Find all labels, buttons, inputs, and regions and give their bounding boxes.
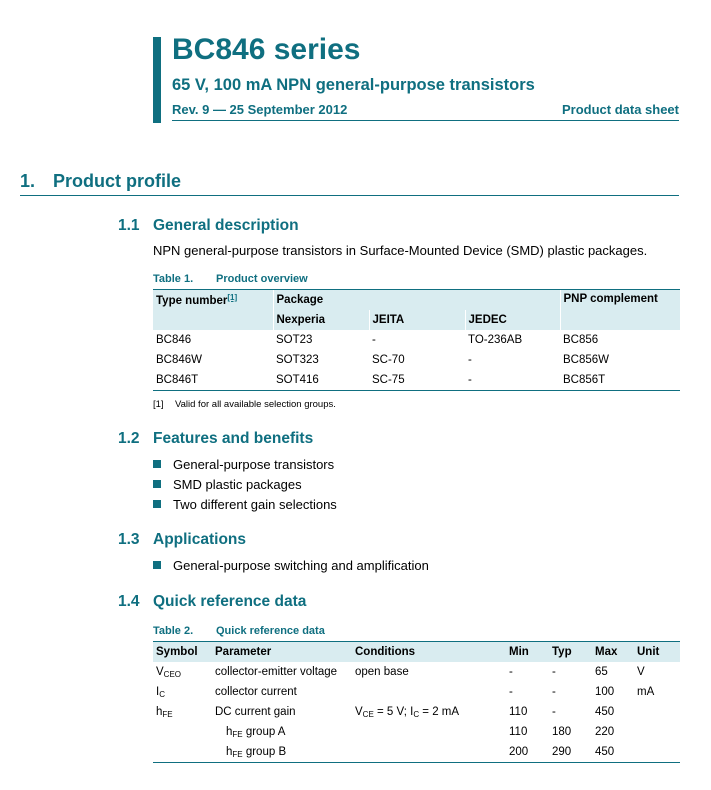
- col-header-typ: Typ: [549, 642, 592, 663]
- cell-parameter: [212, 722, 352, 742]
- cell-parameter: collector current: [215, 686, 297, 698]
- cell-symbol: [153, 702, 212, 722]
- table-row: [153, 662, 680, 682]
- cell-max: 65: [595, 666, 608, 678]
- cell-nexperia: SOT23: [276, 334, 313, 346]
- col-header-symbol: Symbol: [153, 642, 212, 663]
- footnote-marker: [1]: [153, 399, 164, 410]
- quick-reference-table: [153, 641, 680, 763]
- applications-list: [153, 555, 429, 575]
- list-item-text: Two different gain selections: [173, 496, 337, 512]
- section-heading-product-profile: [20, 171, 181, 192]
- table1-caption: [153, 273, 308, 285]
- cell-typ: -: [552, 686, 556, 698]
- subsection-heading-quick-reference: [118, 593, 306, 611]
- cell-parameter: collector-emitter voltage: [215, 666, 338, 678]
- cond-text: = 2 mA: [419, 705, 460, 718]
- header-text: Type number: [156, 295, 228, 307]
- symbol-subscript: FE: [162, 709, 173, 719]
- cell-symbol: [153, 722, 212, 742]
- product-overview-table: [153, 289, 680, 391]
- cell-symbol: [153, 682, 212, 702]
- col-header-type-number: [153, 290, 273, 331]
- symbol-text: I: [156, 685, 160, 698]
- param-text: group A: [242, 725, 286, 738]
- header-rule: [172, 120, 679, 121]
- subsection-heading-features: [118, 430, 313, 448]
- subsection-number: 1.1: [118, 217, 140, 234]
- list-item-text: General-purpose transistors: [173, 456, 335, 472]
- subsection-number: 1.4: [118, 593, 140, 610]
- document-subtitle: 65 V, 100 mA NPN general-purpose transistors: [172, 76, 535, 94]
- cell-parameter: [212, 742, 352, 763]
- cell-conditions: [352, 742, 506, 763]
- general-description-text: NPN general-purpose transistors in Surface-Mounted Device (SMD) plastic packages.: [153, 243, 648, 258]
- col-header-pnp-complement: PNP complement: [560, 290, 680, 331]
- cell-typ: -: [552, 666, 556, 678]
- cell-unit: [634, 742, 680, 763]
- cell-type-number: BC846W: [156, 354, 203, 366]
- cond-subscript: CE: [362, 709, 374, 719]
- cell-jeita: -: [372, 334, 376, 346]
- table-row: [153, 702, 680, 722]
- param-text: h: [226, 745, 233, 758]
- table2-caption: [153, 625, 325, 637]
- cond-text: = 5 V; I: [373, 705, 414, 718]
- col-header-jedec: JEDEC: [465, 310, 560, 330]
- cell-symbol: [153, 662, 212, 682]
- cell-typ: 290: [549, 742, 592, 763]
- symbol-text: V: [156, 665, 164, 678]
- subsection-number: 1.2: [118, 430, 140, 447]
- cell-min: 110: [509, 706, 528, 718]
- cell-pnp: BC856: [563, 334, 599, 346]
- cell-min: -: [509, 686, 513, 698]
- footnote-text: Valid for all available selection groups.: [175, 399, 336, 410]
- col-header-min: Min: [506, 642, 549, 663]
- col-header-max: Max: [592, 642, 634, 663]
- bullet-square-icon: [153, 561, 161, 569]
- col-header-package: Package: [273, 290, 560, 311]
- cell-conditions: [352, 682, 506, 702]
- cell-parameter: DC current gain: [215, 706, 296, 718]
- cell-min: 110: [509, 726, 528, 738]
- table-label: Table 1.: [153, 273, 194, 285]
- table-label: Table 2.: [153, 625, 194, 637]
- cell-conditions: open base: [355, 666, 409, 678]
- cell-jedec: -: [465, 370, 560, 391]
- cell-jedec: -: [468, 354, 472, 366]
- cell-typ: 180: [552, 726, 572, 738]
- cell-nexperia: SOT416: [273, 370, 369, 391]
- section-title: Product profile: [53, 171, 182, 191]
- section-number: 1.: [20, 171, 36, 191]
- bullet-square-icon: [153, 500, 161, 508]
- table-caption-text: Product overview: [216, 273, 308, 285]
- cell-type-number: BC846: [156, 334, 192, 346]
- table-caption-text: Quick reference data: [216, 625, 325, 637]
- subsection-title: Features and benefits: [153, 430, 314, 447]
- cell-min: 200: [506, 742, 549, 763]
- features-list: [153, 454, 337, 514]
- cell-jedec: TO-236AB: [468, 334, 523, 346]
- cell-pnp: BC856W: [563, 354, 610, 366]
- table-row: [153, 682, 680, 702]
- col-header-parameter: Parameter: [212, 642, 352, 663]
- symbol-subscript: C: [159, 689, 165, 699]
- cell-conditions: [352, 702, 506, 722]
- cell-min: -: [509, 666, 513, 678]
- param-subscript: FE: [232, 729, 243, 739]
- symbol-subscript: CEO: [163, 669, 182, 679]
- subsection-number: 1.3: [118, 531, 140, 548]
- cell-symbol: [153, 742, 212, 763]
- bullet-square-icon: [153, 460, 161, 468]
- table-row: [153, 370, 680, 391]
- cell-jeita: SC-75: [369, 370, 465, 391]
- section-rule: [20, 195, 679, 196]
- cell-unit: mA: [637, 686, 655, 698]
- cell-max: 100: [595, 686, 615, 698]
- subsection-title: General description: [153, 217, 299, 234]
- table-row: [153, 350, 680, 370]
- cell-pnp: BC856T: [560, 370, 680, 391]
- cond-subscript: C: [413, 709, 420, 719]
- cell-max: 220: [595, 726, 615, 738]
- document-title: BC846 series: [172, 33, 361, 66]
- param-text: h: [226, 725, 233, 738]
- subsection-heading-general-description: [118, 217, 299, 235]
- col-header-conditions: Conditions: [352, 642, 506, 663]
- list-item: [153, 494, 337, 514]
- cell-max: 450: [592, 742, 634, 763]
- param-subscript: FE: [232, 749, 243, 759]
- cond-text: V: [355, 705, 363, 718]
- list-item: [153, 555, 429, 575]
- subsection-title: Quick reference data: [153, 593, 307, 610]
- table-header-row: [153, 290, 680, 311]
- param-text: group B: [242, 745, 287, 758]
- document-type: Product data sheet: [561, 102, 679, 117]
- table-row: [153, 742, 680, 763]
- table1-footnote: [153, 399, 336, 410]
- cell-unit: V: [637, 666, 645, 678]
- cell-conditions: [352, 722, 506, 742]
- table-header-row: [153, 642, 680, 663]
- list-item-text: General-purpose switching and amplification: [173, 557, 429, 573]
- cell-type-number: BC846T: [153, 370, 273, 391]
- header-accent-bar: [153, 37, 161, 123]
- subsection-heading-applications: [118, 531, 246, 549]
- col-header-nexperia: Nexperia: [273, 310, 369, 330]
- cell-max: 450: [595, 706, 615, 718]
- bullet-square-icon: [153, 480, 161, 488]
- cell-jeita: SC-70: [372, 354, 405, 366]
- list-item: [153, 454, 337, 474]
- cell-unit: [634, 702, 680, 722]
- cell-nexperia: SOT323: [276, 354, 319, 366]
- revision-date: Rev. 9 — 25 September 2012: [172, 102, 348, 117]
- subsection-title: Applications: [153, 531, 247, 548]
- list-item-text: SMD plastic packages: [173, 476, 302, 492]
- table-row: [153, 330, 680, 350]
- col-header-unit: Unit: [634, 642, 680, 663]
- col-header-jeita: JEITA: [369, 310, 465, 330]
- cell-unit: [634, 722, 680, 742]
- footnote-ref-link[interactable]: [1]: [227, 293, 238, 302]
- list-item: [153, 474, 337, 494]
- table-row: [153, 722, 680, 742]
- cell-typ: -: [552, 706, 556, 718]
- symbol-text: h: [156, 705, 163, 718]
